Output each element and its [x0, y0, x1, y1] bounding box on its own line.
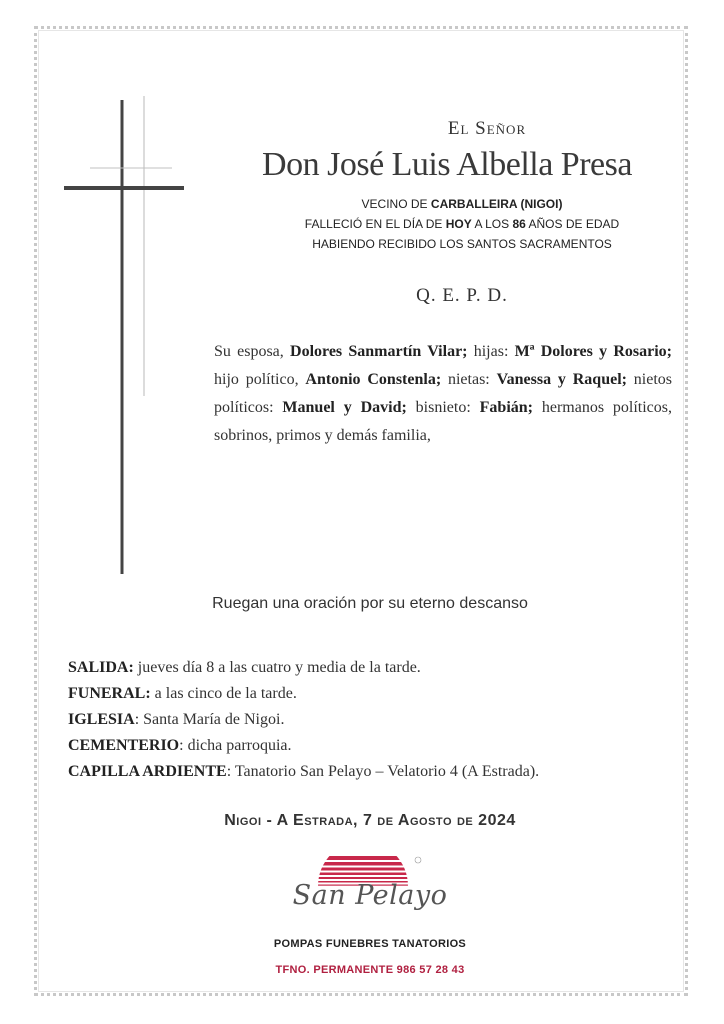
- detail-cementerio: [68, 733, 688, 759]
- death-mid: A LOS: [471, 217, 513, 231]
- prayer-line: Ruegan una oración por su eterno descanso: [212, 595, 528, 612]
- family-name: Fabián;: [479, 399, 533, 416]
- family-text: Su esposa,: [214, 343, 291, 360]
- deceased-name: Don José Luis Albella Presa: [262, 146, 632, 183]
- service-details: [68, 655, 688, 785]
- family-text: hermanos políticos, sobrinos, primos y demás familia,: [214, 399, 673, 444]
- neighbor-line: [262, 197, 662, 211]
- cross-icon: [60, 96, 190, 578]
- family-paragraph: [214, 338, 672, 450]
- detail-label: CAPILLA ARDIENTE: [68, 763, 227, 780]
- dateline: Nigoi - A Estrada, 7 de Agosto de 2024: [224, 812, 516, 829]
- detail-value: a las cinco de la tarde.: [150, 685, 297, 702]
- detail-label: FUNERAL:: [68, 685, 151, 702]
- family-text: bisnieto:: [406, 399, 480, 416]
- neighbor-prefix: VECINO DE: [361, 197, 431, 211]
- death-age: 86: [512, 217, 526, 231]
- detail-salida: [68, 655, 688, 681]
- neighbor-place: CARBALLEIRA (NIGOI): [430, 197, 563, 211]
- detail-value: : Tanatorio San Pelayo – Velatorio 4 (A Estrada).: [226, 763, 540, 780]
- family-text: hijo político,: [214, 371, 306, 388]
- death-line: [262, 217, 662, 231]
- death-day: HOY: [445, 217, 472, 231]
- phone-line: TFNO. PERMANENTE 986 57 28 43: [275, 964, 465, 976]
- family-name: Vanessa y Raquel;: [496, 371, 627, 388]
- family-name: Manuel y David;: [282, 399, 407, 416]
- family-text: nietos políticos:: [214, 371, 673, 416]
- family-text: nietas:: [441, 371, 497, 388]
- family-name: Mª Dolores y Rosario;: [514, 343, 672, 360]
- company-name: POMPAS FUNEBRES TANATORIOS: [273, 938, 467, 950]
- detail-label: CEMENTERIO: [68, 737, 180, 754]
- detail-iglesia: [68, 707, 688, 733]
- logo-text: San Pelayo: [292, 880, 448, 911]
- family-text: hijas:: [467, 343, 515, 360]
- family-name: Antonio Constenla;: [305, 371, 442, 388]
- detail-label: IGLESIA: [68, 711, 135, 728]
- detail-value: jueves día 8 a las cuatro y media de la tarde.: [133, 659, 421, 676]
- detail-funeral: [68, 681, 688, 707]
- detail-value: : dicha parroquia.: [179, 737, 292, 754]
- qepd: Q. E. P. D.: [416, 285, 508, 306]
- detail-capilla: [68, 759, 688, 785]
- family-name: Dolores Sanmartín Vilar;: [290, 343, 468, 360]
- sacraments-line: HABIENDO RECIBIDO LOS SANTOS SACRAMENTOS: [312, 237, 612, 251]
- death-suffix: AÑOS DE EDAD: [525, 217, 620, 231]
- detail-label: SALIDA:: [68, 659, 134, 676]
- detail-value: : Santa María de Nigoi.: [134, 711, 285, 728]
- deceased-title: El Señor: [447, 118, 527, 139]
- death-prefix: FALLECIÓ EN EL DÍA DE: [304, 217, 446, 231]
